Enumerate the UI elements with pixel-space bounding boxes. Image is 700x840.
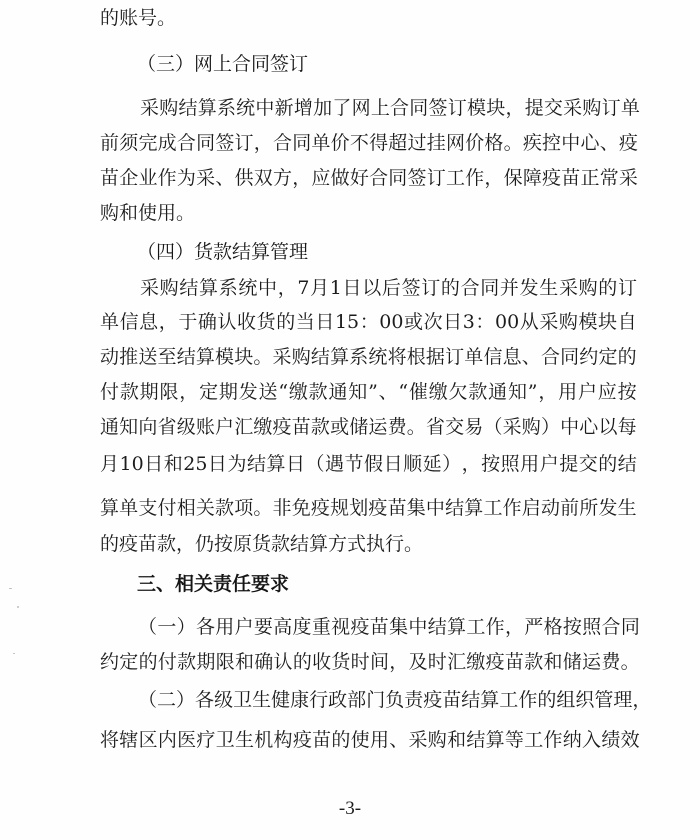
body-text-line-3: 采 购 结 算 系 统 中 新 增 加 了 网 上 合 同 签 订 模 块 ， 提 交 采 购 订 单 [140,97,640,119]
body-text-line-11: 付 款 期 限 ， 定 期 发 送 “ 缴 款 通 知 ” 、 “ 催 缴 欠 款 通 知 ” ， 用 户 应 按 [100,381,637,403]
body-text-line-15: 的疫苗款，仍按原货款结算方式执行。 [100,533,424,555]
body-text-line-6: 购和使用。 [100,202,196,224]
body-text-line-4: 前 须 完 成 合 同 签 订 ， 合 同 单 价 不 得 超 过 挂 网 价 格 。 疾 控 中 心 、 疫 [100,132,638,154]
body-text-line-20: 将 辖 区 内 医 疗 卫 生 机 构 疫 苗 的 使 用 、 采 购 和 结 算 等 工 作 纳 入 绩 效 [100,729,640,751]
body-text-line-19: （ 二 ） 各 级 卫 生 健 康 行 政 部 门 负 责 疫 苗 结 算 工 作 的 组 织 管 理 ， [138,689,652,711]
section-heading-payment-settlement: （四）货款结算管理 [137,241,309,263]
body-text-line-8: 采 购 结 算 系 统 中 ， 7 月 1 日 以 后 签 订 的 合 同 并 发 生 采 购 的 订 [140,277,637,299]
section-heading-responsibilities: 三、相关责任要求 [137,573,290,595]
body-text-line-1: 的账号。 [100,7,177,29]
scan-speck [9,588,12,589]
scan-speck [13,653,15,654]
section-heading-online-contract: （三）网上合同签订 [137,53,309,75]
body-text-line-5: 苗 企 业 作 为 采 、 供 双 方 ， 应 做 好 合 同 签 订 工 作 ， 保 障 疫 苗 正 常 采 [100,167,638,189]
body-text-line-12: 通 知 向 省 级 账 户 汇 缴 疫 苗 款 或 储 运 费 。 省 交 易 （ 采 购 ） 中 心 以 每 [100,416,637,438]
body-text-line-14: 算 单 支 付 相 关 款 项 。 非 免 疫 规 划 疫 苗 集 中 结 算 工 作 启 动 前 所 发 生 [100,497,637,519]
page-number: -3- [338,798,362,819]
body-text-line-13: 月 10 日 和 25 日 为 结 算 日 （ 遇 节 假 日 顺 延 ） ， 按 照 用 户 提 交 的 结 [100,453,637,475]
scan-speck [17,606,19,608]
body-text-line-17: （ 一 ） 各 用 户 要 高 度 重 视 疫 苗 集 中 结 算 工 作 ， 严 格 按 照 合 同 [138,616,640,638]
body-text-line-10: 动 推 送 至 结 算 模 块 。 采 购 结 算 系 统 将 根 据 订 单 信 息 、 合 同 约 定 的 [100,346,637,368]
body-text-line-9: 单 信 息 ， 于 确 认 收 货 的 当 日 15 ： 00 或 次 日 3 ： 00 从 采 购 模 块 自 [100,311,637,333]
body-text-line-18: 约 定 的 付 款 期 限 和 确 认 的 收 货 时 间 ， 及 时 汇 缴 疫 苗 款 和 储 运 费 。 [100,651,640,673]
